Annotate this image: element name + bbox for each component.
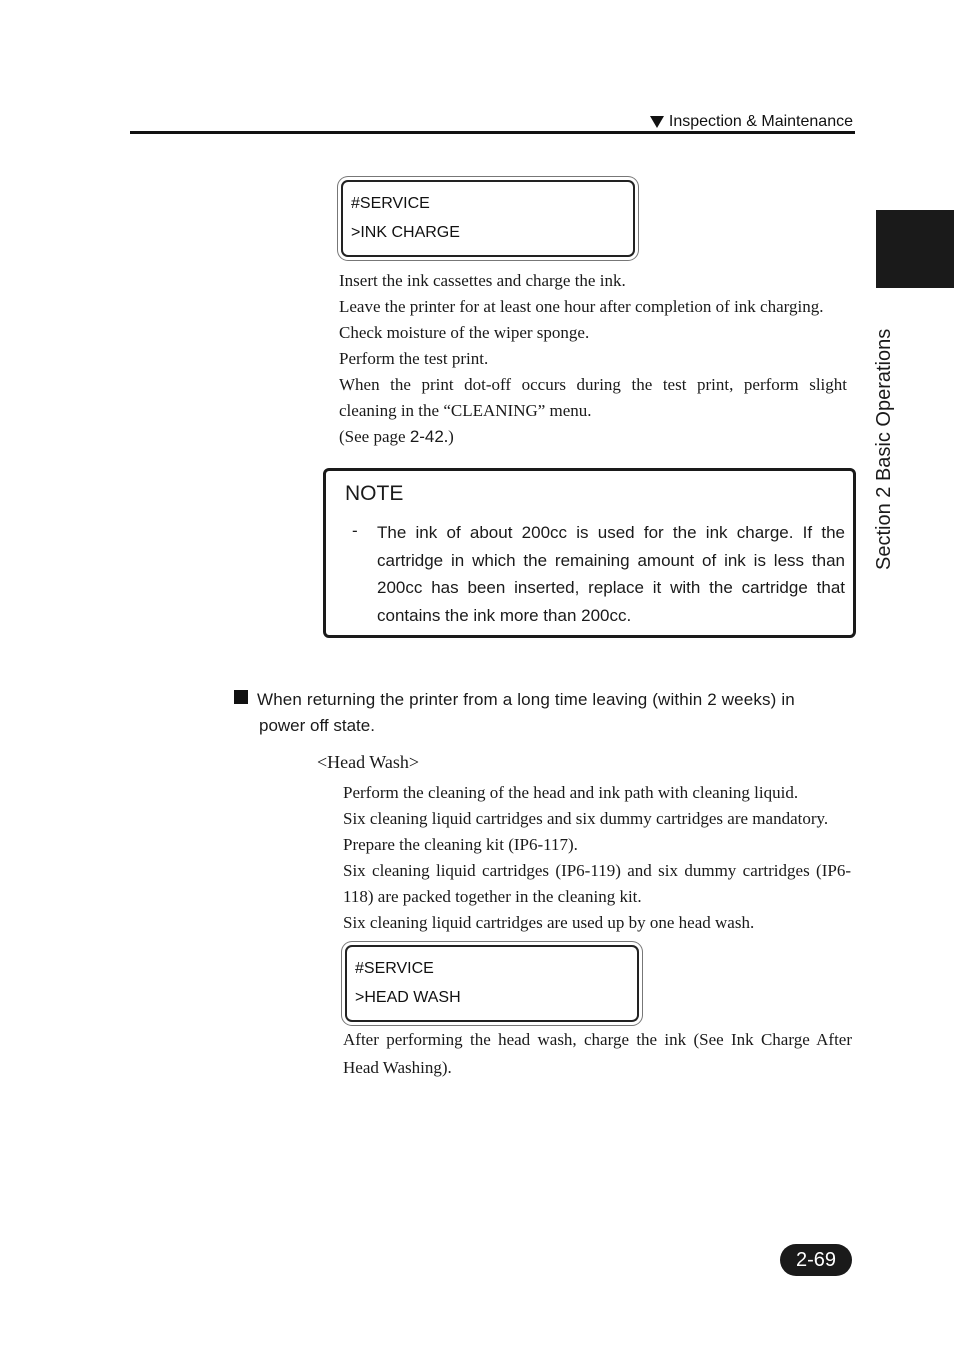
- lcd-line-2: >INK CHARGE: [351, 224, 460, 241]
- triangle-down-icon: [650, 116, 664, 128]
- lcd-line-1: #SERVICE: [351, 195, 430, 212]
- running-header: [650, 113, 853, 131]
- square-bullet-icon: [234, 690, 248, 704]
- lcd-display-head-wash: [345, 945, 639, 1022]
- page-number-badge: [780, 1244, 852, 1276]
- note-body: The ink of about 200cc is used for the ink charge. If the cartridge in which the remaining amount of ink is less than 200cc has been inserted, replace it with the cartridge that contains the ink more than 200cc.: [377, 523, 845, 625]
- head-wash-description: [343, 780, 851, 936]
- head-wash-line: Six cleaning liquid cartridges and six dummy cartridges are mandatory.: [343, 809, 829, 828]
- head-wash-line: Six cleaning liquid cartridges (IP6-119) and six dummy cartridges (IP6-: [343, 861, 851, 880]
- see-suffix: .): [443, 427, 454, 446]
- step-line: Check moisture of the wiper sponge.: [339, 323, 590, 342]
- bullet-heading: [257, 687, 852, 739]
- step-line: When the print dot-off occurs during the test print, perform slight: [339, 375, 847, 394]
- ink-charge-steps: [339, 268, 847, 450]
- note-title: NOTE: [345, 482, 404, 505]
- bullet-line-1: When returning the printer from a long time leaving (within 2 weeks) in: [257, 690, 795, 709]
- step-line: Leave the printer for at least one hour after completion of ink charging.: [339, 297, 824, 316]
- note-dash: -: [352, 521, 358, 540]
- bullet-line-2: power off state.: [259, 716, 375, 735]
- section-side-label: Section 2 Basic Operations: [873, 328, 895, 570]
- head-wash-line: Six cleaning liquid cartridges are used up by one head wash.: [343, 913, 755, 932]
- see-prefix: (See page: [339, 427, 410, 446]
- page-reference: [339, 424, 847, 450]
- head-wash-line: Perform the cleaning of the head and ink path with cleaning liquid.: [343, 783, 799, 802]
- see-page-number: 2-42: [409, 427, 444, 446]
- after-head-wash-text: [343, 1026, 852, 1082]
- section-tab-marker: [876, 210, 954, 288]
- lcd-line-2: >HEAD WASH: [355, 989, 461, 1006]
- note-box: [323, 468, 856, 638]
- header-rule: [130, 131, 855, 134]
- lcd-line-1: #SERVICE: [355, 960, 434, 977]
- lcd-display-ink-charge: [341, 180, 635, 257]
- section-title: Inspection & Maintenance: [668, 113, 853, 130]
- head-wash-title: <Head Wash>: [317, 752, 419, 772]
- step-line: Perform the test print.: [339, 349, 489, 368]
- after-line-2: Head Washing).: [343, 1058, 452, 1077]
- page-number: 2-69: [795, 1248, 837, 1271]
- head-wash-line: 118) are packed together in the cleaning kit.: [343, 887, 642, 906]
- after-line-1: After performing the head wash, charge the ink (See Ink Charge After: [343, 1030, 852, 1049]
- head-wash-line: Prepare the cleaning kit (IP6-117).: [343, 835, 578, 854]
- step-line: cleaning in the “CLEANING” menu.: [339, 401, 592, 420]
- step-line: Insert the ink cassettes and charge the ink.: [339, 271, 626, 290]
